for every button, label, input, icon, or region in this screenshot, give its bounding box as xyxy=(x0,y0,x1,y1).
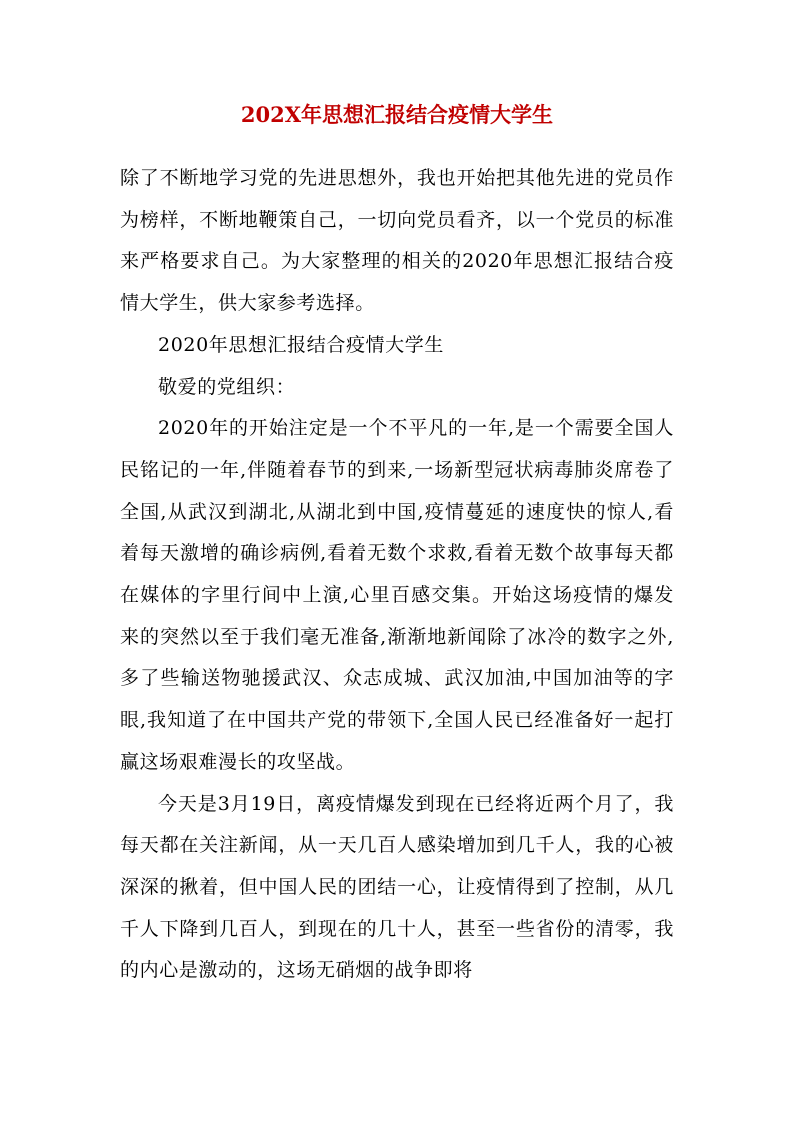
salutation: 敬爱的党组织： xyxy=(158,375,296,398)
section-heading: 2020年思想汇报结合疫情大学生 xyxy=(158,333,444,356)
document-title: 202X年思想汇报结合疫情大学生 xyxy=(240,102,554,127)
body-paragraph: 今天是3月19日，离疫情爆发到现在已经将近两个月了，我每天都在关注新闻，从一天几百人感染增加到几千人，我的心被深深的揪着，但中国人民的团结一心，让疫情得到了控制，从几千人下降到几百人，到现在的几十人，甚至一些省份的清零，我的内心是激动的，这场无硝烟的战争即将 xyxy=(120,792,674,982)
document-body xyxy=(120,158,674,992)
body-paragraph: 2020年的开始注定是一个不平凡的一年,是一个需要全国人民铭记的一年,伴随着春节的到来,一场新型冠状病毒肺炎席卷了全国,从武汉到湖北,从湖北到中国,疫情蔓延的速度快的惊人,看着每天激增的确诊病例,看着无数个求救,看着无数个故事每天都在媒体的字里行间中上演,心里百感交集。开始这场疫情的爆发来的突然以至于我们毫无准备,渐渐地新闻除了冰冷的数字之外,多了些输送物驰援武汉、众志成城、武汉加油,中国加油等的字眼,我知道了在中国共产党的带领下,全国人民已经准备好一起打赢这场艰难漫长的攻坚战。 xyxy=(120,417,674,773)
intro-paragraph: 除了不断地学习党的先进思想外，我也开始把其他先进的党员作为榜样，不断地鞭策自己，一切向党员看齐，以一个党员的标准来严格要求自己。为大家整理的相关的2020年思想汇报结合疫情大学生，供大家参考选择。 xyxy=(120,167,674,315)
